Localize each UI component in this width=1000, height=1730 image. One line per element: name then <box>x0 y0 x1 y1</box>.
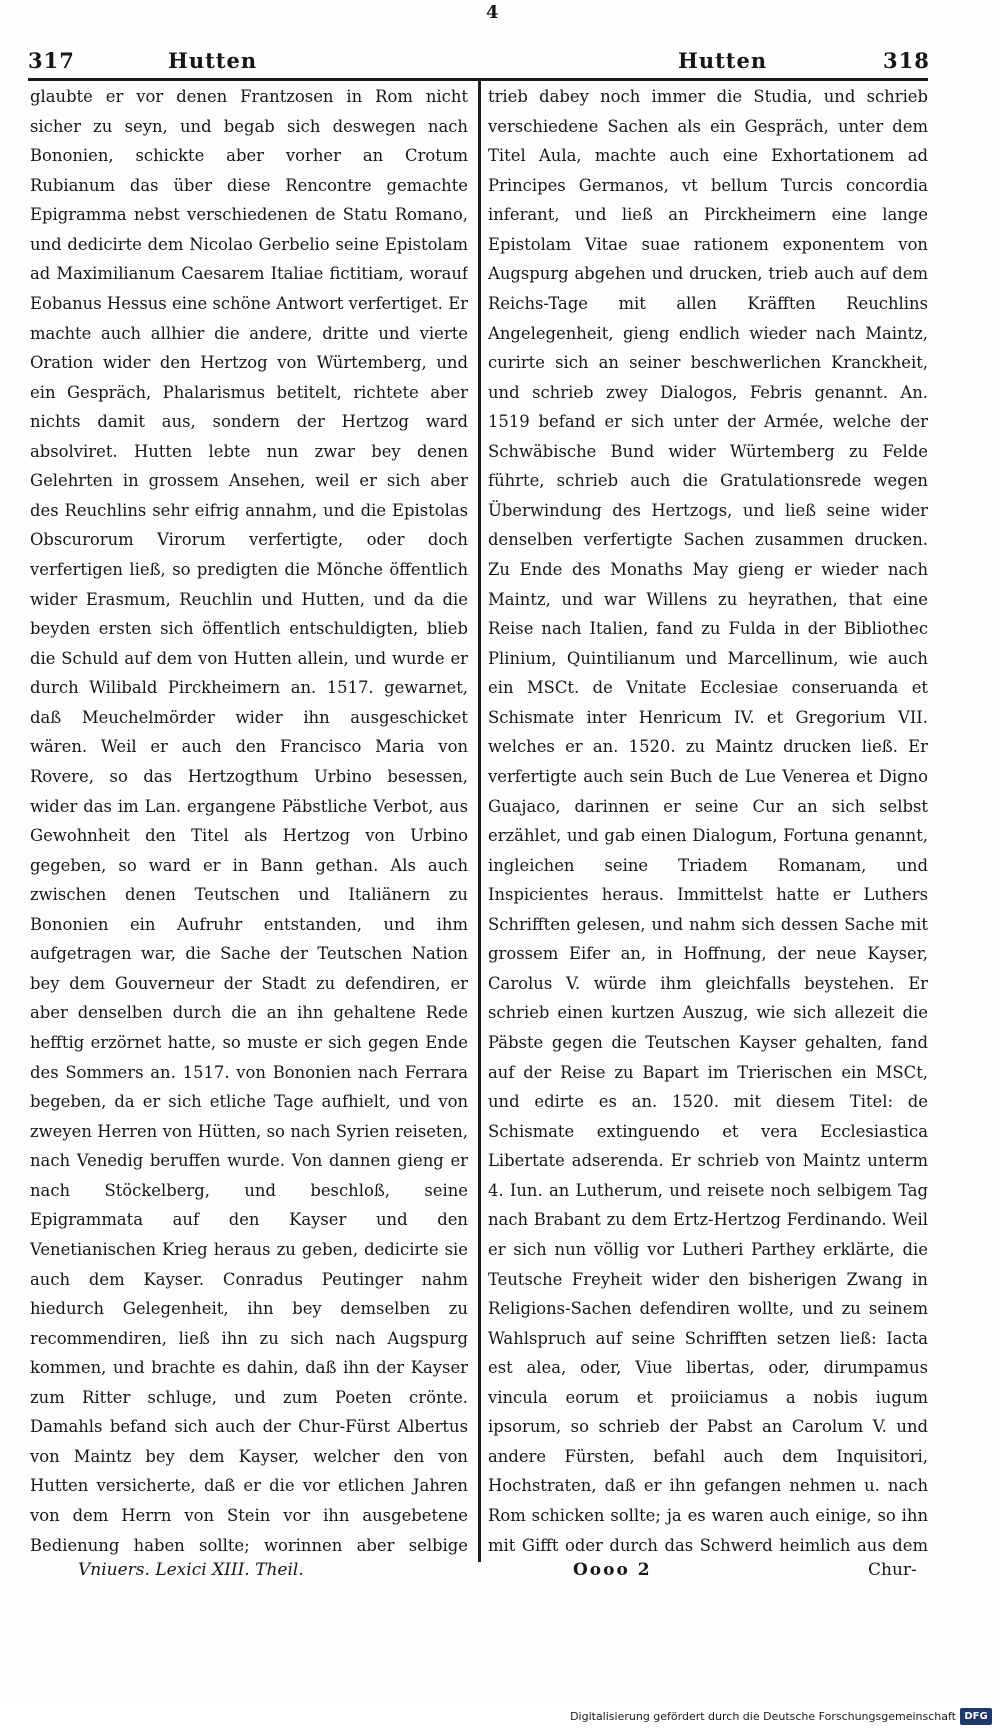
right-column-text: trieb dabey noch immer die Studia, und schrieb verschiedene Sachen als ein Gespräch, unter dem Titel Aula, machte auch eine Exhortationem ad Principes Germanos, vt bellum Turcis concordia inferant, und ließ an Pirckheimern eine lange Epistolam Vitae suae rationem exponentem von Augspurg abgehen und drucken, trieb auch auf dem Reichs-Tage mit allen Kräfften Reuchlins Angelegenheit, gieng endlich wieder nach Maintz, curirte sich an seiner beschwerlichen Kranckheit, und schrieb zwey Dialogos, Febris genannt. An. 1519 befand er sich unter der Armée, welche der Schwäbische Bund wider Würtemberg zu Felde führte, schrieb auch die Gratulationsrede wegen Überwindung des Hertzogs, und ließ seine wider denselben verfertigte Sachen zusammen drucken. Zu Ende des Monaths May gieng er wieder nach Maintz, und war Willens zu heyrathen, that eine Reise nach Italien, fand zu Fulda in der Bibliothec Plinium, Quintilianum und Marcellinum, wie auch ein MSCt. de Vnitate Ecclesiae conseruanda et Schismate inter Henricum IV. et Gregorium VII. welches er an. 1520. zu Maintz drucken ließ. Er verfertigte auch sein Buch de Lue Venerea et Digno Guajaco, darinnen er seine Cur an sich selbst erzählet, und gab einen Dialogum, Fortuna genannt, ingleichen seine Triadem Romanam, und Inspicientes heraus. Immittelst hatte er Luthers Schrifften gelesen, und nahm sich dessen Sache mit grossem Eifer an, in Hoffnung, der neue Kayser, Carolus V. würde ihm gleichfalls beystehen. Er schrieb einen kurtzen Auszug, wie sich allezeit die Päbste gegen die Teutschen Kayser gehalten, fand auf der Reise zu Bapart im Trierischen ein MSCt, und edirte es an. 1520. mit diesem Titel: de Schismate extinguendo et vera Ecclesiastica Libertate adserenda. Er schrieb von Maintz unterm 4. Iun. an Lutherum, und reisete noch selbigem Tag nach Brabant zu dem Ertz-Hertzog Ferdinando. Weil er sich nun völlig vor Lutheri Parthey erklärte, die Teutsche Freyheit wider den bisherigen Zwang in Religions-Sachen defendiren wollte, und zu seinem Wahlspruch auf seine Schrifften setzen ließ: Iacta est alea, oder, Viue libertas, oder, dirumpamus vincula eorum et proiiciamus a nobis iugum ipsorum, so schrieb der Pabst an Carolum V. und andere Fürsten, befahl auch dem Inquisitori, Hochstraten, daß er ihn gefangen nehmen u. nach Rom schicken sollte; ja es waren auch einige, so ihn mit Gifft oder durch das Schwerd heimlich aus dem <box>488 87 928 1555</box>
left-running-head: Hutten <box>168 48 258 73</box>
digitization-credit-text: Digitalisierung gefördert durch die Deutsche Forschungsgemeinschaft <box>570 1710 956 1723</box>
dfg-logo-icon[interactable]: DFG <box>960 1708 992 1725</box>
left-page-number: 317 <box>28 48 75 73</box>
column-divider <box>478 80 481 1562</box>
signature-line: Oooo 2 <box>573 1560 652 1580</box>
right-running-head: Hutten <box>678 48 768 73</box>
catchword: Chur- <box>868 1560 917 1580</box>
left-column <box>30 82 468 1560</box>
right-page-number: 318 <box>883 48 930 73</box>
volume-line: Vniuers. Lexici XIII. Theil. <box>78 1560 304 1580</box>
digitization-credit-bar <box>0 1704 1000 1730</box>
right-column <box>488 82 928 1560</box>
signature-mark: 4 <box>486 2 499 23</box>
left-column-text: glaubte er vor denen Frantzosen in Rom nicht sicher zu seyn, und begab sich deswegen nach Bononien, schickte aber vorher an Crotum Rubianum das über diese Rencontre gemachte Epigramma nebst verschiedenen de Statu Romano, und dedicirte dem Nicolao Gerbelio seine Epistolam ad Maximilianum Caesarem Italiae fictitiam, worauf Eobanus Hessus eine schöne Antwort verfertiget. Er machte auch allhier die andere, dritte und vierte Oration wider den Hertzog von Würtemberg, und ein Gespräch, Phalarismus betitelt, richtete aber nichts damit aus, sondern der Hertzog ward absolviret. Hutten lebte nun zwar bey denen Gelehrten in grossem Ansehen, weil er sich aber des Reuchlins sehr eifrig annahm, und die Epistolas Obscurorum Virorum verfertigte, oder doch verfertigen ließ, so predigten die Mönche öffentlich wider Erasmum, Reuchlin und Hutten, und da die beyden ersten sich öffentlich entschuldigten, blieb die Schuld auf dem von Hutten allein, und wurde er durch Wilibald Pirckheimern an. 1517. gewarnet, daß Meuchelmörder wider ihn ausgeschicket wären. Weil er auch den Francisco Maria von Rovere, so das Hertzogthum Urbino besessen, wider das im Lan. ergangene Päbstliche Verbot, aus Gewohnheit den Titel als Hertzog von Urbino gegeben, so ward er in Bann gethan. Als auch zwischen denen Teutschen und Italiänern zu Bononien ein Aufruhr entstanden, und ihm aufgetragen war, die Sache der Teutschen Nation bey dem Gouverneur der Stadt zu defendiren, er aber denselben durch die an ihn gehaltene Rede hefftig erzörnet hatte, so muste er sich gegen Ende des Sommers an. 1517. von Bononien nach Ferrara begeben, da er sich etliche Tage aufhielt, und von zweyen Herren von Hütten, so nach Syrien reiseten, nach Venedig beruffen wurde. Von dannen gieng er nach Stöckelberg, und beschloß, seine Epigrammata auf den Kayser und den Venetianischen Krieg heraus zu geben, dedicirte sie auch dem Kayser. Conradus Peutinger nahm hiedurch Gelegenheit, ihn bey demselben zu recommendiren, ließ ihn zu sich nach Augspurg kommen, und brachte es dahin, daß ihn der Kayser zum Ritter schluge, und zum Poeten crönte. Damahls befand sich auch der Chur-Fürst Albertus von Maintz bey dem Kayser, welcher den von Hutten versicherte, daß er die vor etlichen Jahren von dem Herrn von Stein vor ihn ausgebetene Bedienung haben sollte; worinnen aber selbige <box>30 87 468 1555</box>
page-footer <box>28 1560 928 1594</box>
running-header <box>28 44 928 78</box>
